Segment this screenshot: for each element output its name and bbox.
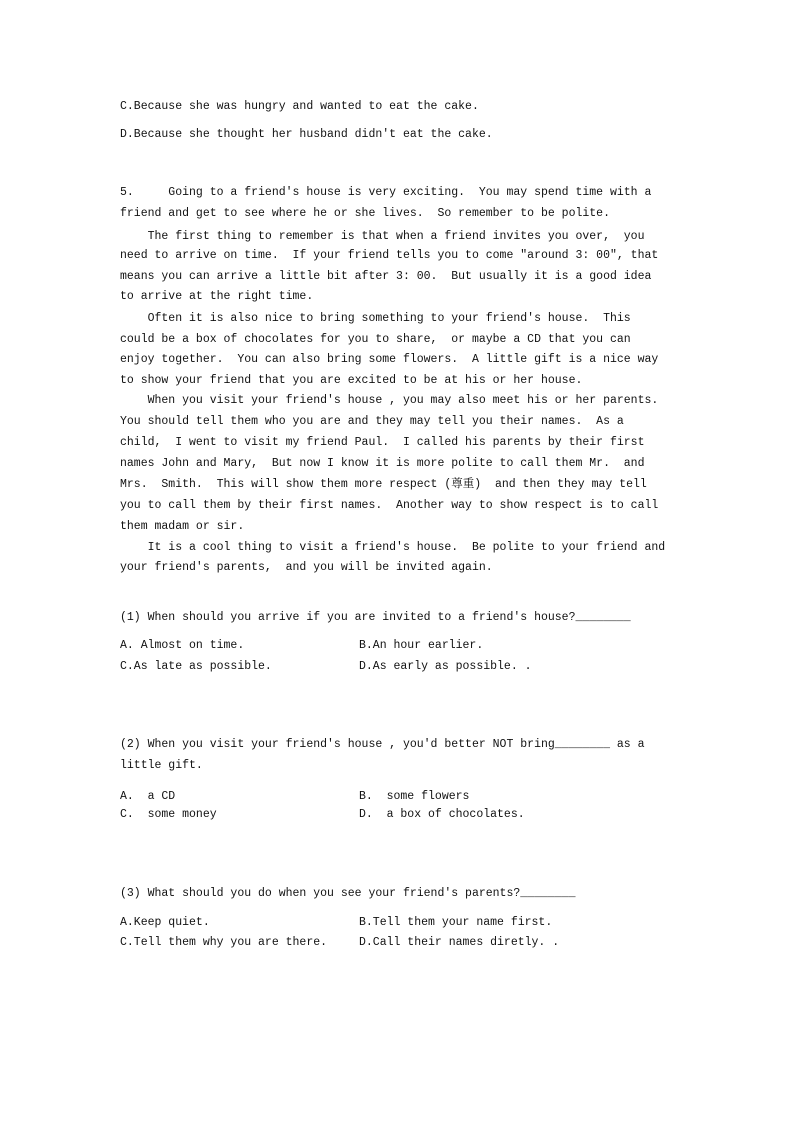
option-b: B.An hour earlier.: [359, 639, 484, 652]
passage-line: names John and Mary, But now I know it is more polite to call them Mr. and: [120, 457, 645, 470]
option-c: C. some money: [120, 808, 217, 821]
question-stem: (3) What should you do when you see your friend's parents?________: [120, 887, 576, 900]
option-d: D.Call their names diretly. .: [359, 936, 560, 949]
passage-line: child, I went to visit my friend Paul. I called his parents by their first: [120, 436, 645, 449]
option-d: D.As early as possible. .: [359, 660, 532, 673]
passage-line: When you visit your friend's house , you may also meet his or her parents.: [120, 394, 659, 407]
option-c: C.Because she was hungry and wanted to eat the cake.: [120, 100, 479, 113]
passage-line: could be a box of chocolates for you to share, or maybe a CD that you can: [120, 333, 631, 346]
option-b: B.Tell them your name first.: [359, 916, 553, 929]
passage-line: to show your friend that you are excited to be at his or her house.: [120, 374, 583, 387]
passage-line: to arrive at the right time.: [120, 290, 314, 303]
option-a: A.Keep quiet.: [120, 916, 210, 929]
option-b: B. some flowers: [359, 790, 470, 803]
passage-line: The first thing to remember is that when a friend invites you over, you: [120, 230, 645, 243]
passage-line: Often it is also nice to bring something to your friend's house. This: [120, 312, 631, 325]
question-stem: little gift.: [120, 759, 203, 772]
option-d: D.Because she thought her husband didn't eat the cake.: [120, 128, 493, 141]
passage-line: Mrs. Smith. This will show them more respect (尊重) and then they may tell: [120, 478, 647, 491]
passage-line: It is a cool thing to visit a friend's house. Be polite to your friend and: [120, 541, 666, 554]
passage-line: them madam or sir.: [120, 520, 245, 533]
option-c: C.Tell them why you are there.: [120, 936, 328, 949]
passage-line: your friend's parents, and you will be invited again.: [120, 561, 493, 574]
question-stem: (2) When you visit your friend's house , you'd better NOT bring________ as a: [120, 738, 645, 751]
passage-line: 5. Going to a friend's house is very exciting. You may spend time with a: [120, 186, 652, 199]
option-a: A. Almost on time.: [120, 639, 245, 652]
passage-line: you to call them by their first names. Another way to show respect is to call: [120, 499, 659, 512]
option-d: D. a box of chocolates.: [359, 808, 525, 821]
passage-line: enjoy together. You can also bring some flowers. A little gift is a nice way: [120, 353, 659, 366]
option-c: C.As late as possible.: [120, 660, 272, 673]
question-stem: (1) When should you arrive if you are invited to a friend's house?________: [120, 611, 631, 624]
passage-line: friend and get to see where he or she lives. So remember to be polite.: [120, 207, 610, 220]
passage-line: means you can arrive a little bit after 3: 00. But usually it is a good idea: [120, 270, 652, 283]
option-a: A. a CD: [120, 790, 176, 803]
passage-line: You should tell them who you are and they may tell you their names. As a: [120, 415, 624, 428]
passage-line: need to arrive on time. If your friend tells you to come "around 3: 00", that: [120, 249, 659, 262]
